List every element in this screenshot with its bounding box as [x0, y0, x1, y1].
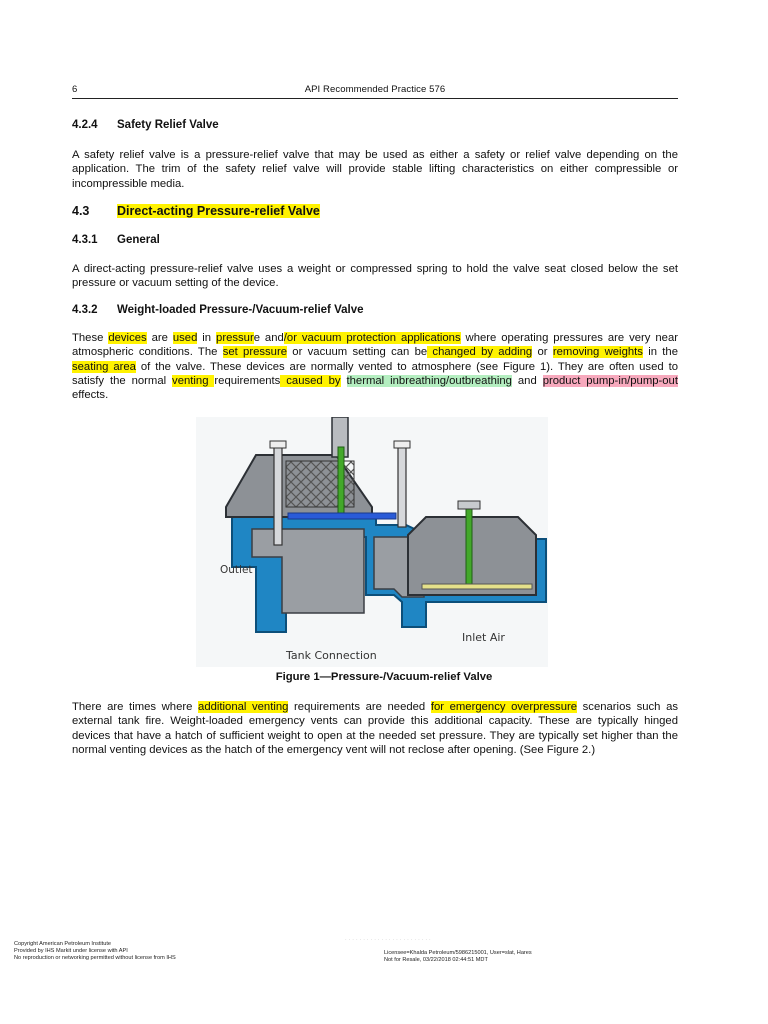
paragraph-weight-loaded: These devices are used in pressure and/or vacuum protection applications where operating pressures are very near atmospheric conditions. The set pressure or vacuum setting can be changed by adding or removing weights in the seating area of the valve. These devices are normally vented to atmosphere (see Figure 1). They are often used to satisfy the normal venting requirements caused by thermal inbreathing/outbreathing and product pump-in/pump-out effects.: [72, 332, 679, 402]
page-number: 6: [72, 84, 78, 95]
footer-copyright: Copyright American Petroleum Institute Provided by IHS Markit under license with API No reproduction or networking permitted without license from IHS: [14, 941, 176, 961]
footer-watermark-dots: · · · · · · · · · · · · · · · · · · · · · · · ·: [345, 937, 432, 943]
label-tank-connection: Tank Connection: [286, 649, 377, 662]
paragraph-safety-relief-valve: A safety relief valve is a pressure-relief valve that may be used as either a safety or relief valve depending on the application. The trim of the safety relief valve will provide stable lifting characteristics on either compressible or incompressible media.: [72, 149, 678, 190]
page-header: [72, 84, 678, 99]
running-title: API Recommended Practice 576: [304, 84, 446, 95]
paragraph-emergency-venting: There are times where additional venting requirements are needed for emergency overpressure scenarios such as external tank fire. Weight-loaded emergency vents can provide this additional capacity. These are typically hinged devices that have a hatch of sufficient weight to open at the needed set pressure. They are typically set higher than the normal venting devices as the hatch of the emergency vent will not reclose after opening. (See Figure 2.): [72, 701, 679, 756]
label-outlet: Outlet: [220, 564, 253, 576]
section-heading-4-3-1: 4.3.1 General: [72, 234, 160, 246]
footer-license: Licensee=Khalda Petroleum/5986215001, User=slat, Hares Not for Resale, 03/22/2018 02:44:51 MDT: [384, 950, 532, 963]
figure-1-valve-diagram: [196, 417, 548, 667]
section-heading-4-3-2: 4.3.2 Weight-loaded Pressure-/Vacuum-relief Valve: [72, 304, 364, 316]
paragraph-general: A direct-acting pressure-relief valve uses a weight or compressed spring to hold the valve seat closed below the set pressure or vacuum setting of the device.: [72, 263, 678, 290]
figure-caption: Figure 1—Pressure-/Vacuum-relief Valve: [275, 671, 493, 683]
section-heading-4-3: 4.3 Direct-acting Pressure-relief Valve: [72, 204, 320, 218]
valve-illustration: [196, 417, 548, 667]
section-heading-4-2-4: 4.2.4 Safety Relief Valve: [72, 119, 219, 131]
label-inlet-air: Inlet Air: [462, 631, 505, 644]
